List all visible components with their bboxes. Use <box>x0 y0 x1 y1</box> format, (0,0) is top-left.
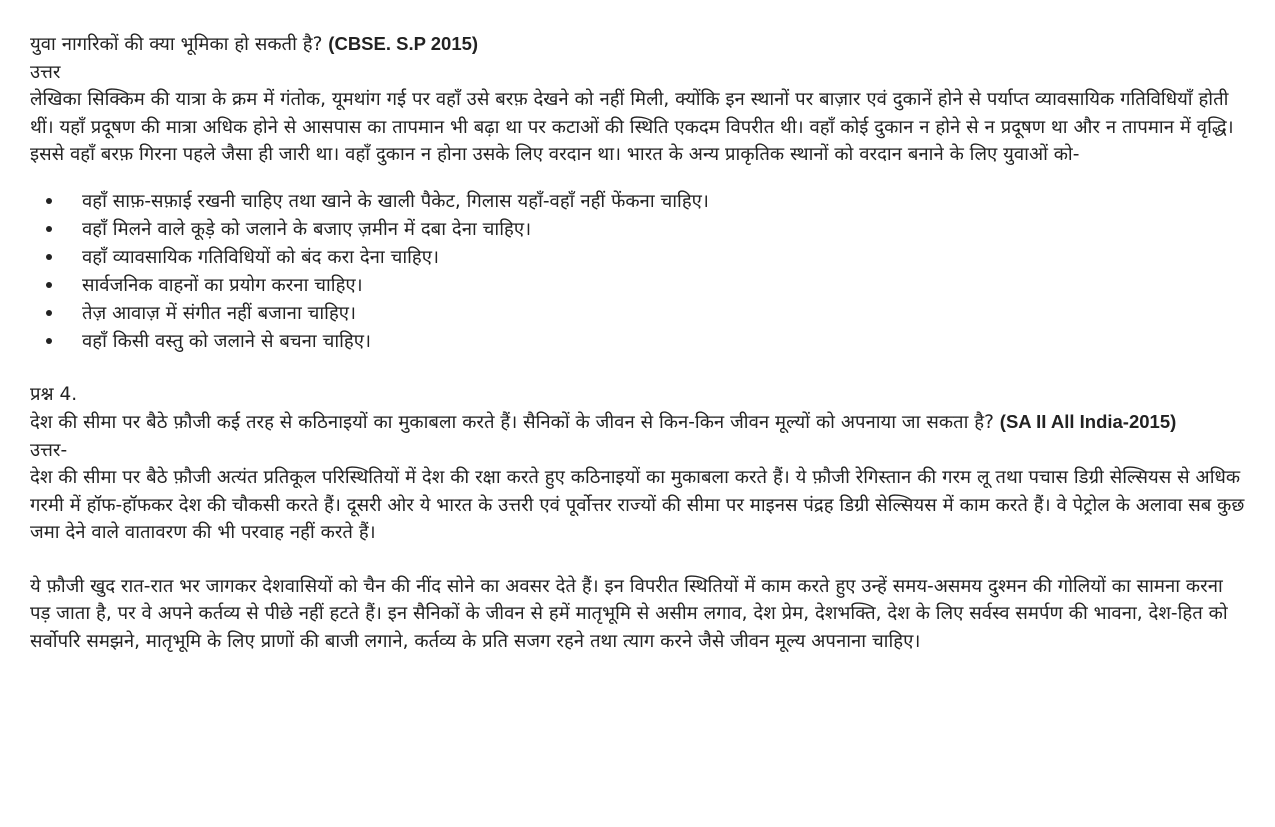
answer-3-points <box>30 187 1245 355</box>
bullet-icon <box>46 254 52 260</box>
answer-4-paragraph-1: देश की सीमा पर बैठे फ़ौजी अत्यंत प्रतिकूल परिस्थितियों में देश की रक्षा करते हुए कठिनाइयों का मुकाबला करते हैं। ये फ़ौजी रेगिस्तान की गरम लू तथा पचास डिग्री सेल्सियस से अधिक गरमी में हॉफ-हॉफकर देश की चौकसी करते हैं। दूसरी ओर ये भारत के उत्तरी एवं पूर्वोत्तर राज्यों की सीमा पर माइनस पंद्रह डिग्री सेल्सियस में काम करते हैं। वे पेट्रोल के अलावा सब कुछ जमा देने वाले वातावरण की भी परवाह नहीं करते हैं। <box>30 467 1245 543</box>
list-item-text: वहाँ व्यावसायिक गतिविधियों को बंद करा देना चाहिए। <box>82 247 439 268</box>
question-3-reference: (CBSE. S.P 2015) <box>328 33 479 54</box>
answer-3-label: उत्तर <box>30 61 61 83</box>
bullet-icon <box>46 198 52 204</box>
list-item <box>30 299 1245 327</box>
answer-4-label: उत्तर- <box>30 439 68 461</box>
bullet-icon <box>46 338 52 344</box>
list-item <box>30 271 1245 299</box>
list-item <box>30 187 1245 215</box>
list-item-text: वहाँ साफ़-सफ़ाई रखनी चाहिए तथा खाने के खाली पैकेट, गिलास यहाँ-वहाँ नहीं फेंकना चाहिए। <box>82 191 709 212</box>
list-item-text: तेज़ आवाज़ में संगीत नहीं बजाना चाहिए। <box>82 303 357 324</box>
list-item <box>30 327 1245 355</box>
question-4-reference: (SA II All India-2015) <box>999 411 1177 432</box>
question-4-text: देश की सीमा पर बैठे फ़ौजी कई तरह से कठिनाइयों का मुकाबला करते हैं। सैनिकों के जीवन से किन-किन जीवन मूल्यों को अपनाया जा सकता है? <box>30 412 994 433</box>
bullet-icon <box>46 226 52 232</box>
question-3 <box>30 30 1245 59</box>
bullet-icon <box>46 310 52 316</box>
list-item <box>30 243 1245 271</box>
question-4-label: प्रश्न 4. <box>30 383 78 405</box>
bullet-icon <box>46 282 52 288</box>
answer-4-paragraph-2: ये फ़ौजी खुद रात-रात भर जागकर देशवासियों को चैन की नींद सोने का अवसर देते हैं। इन विपरीत स्थितियों में काम करते हुए उन्हें समय-असमय दुश्मन की गोलियों का सामना करना पड़ जाता है, पर वे अपने कर्तव्य से पीछे नहीं हटते हैं। इन सैनिकों के जीवन से हमें मातृभूमि से असीम लगाव, देश प्रेम, देशभक्ति, देश के लिए सर्वस्व समर्पण की भावना, देश-हित को सर्वोपरि समझने, मातृभूमि के लिए प्राणों की बाजी लगाने, कर्तव्य के प्रति सजग रहने तथा त्याग करने जैसे जीवन मूल्य अपनाना चाहिए। <box>30 575 1228 652</box>
answer-3-text: लेखिका सिक्किम की यात्रा के क्रम में गंतोक, यूमथांग गई पर वहाँ उसे बरफ़ देखने को नहीं मिली, क्योंकि इन स्थानों पर बाज़ार एवं दुकानें होने से पर्याप्त व्यावसायिक गतिविधियाँ होती थीं। यहाँ प्रदूषण की मात्रा अधिक होने से आसपास का तापमान भी बढ़ा था पर कटाओं की स्थिति एकदम विपरीत थी। वहाँ कोई दुकान न होने से न प्रदूषण था और न तापमान में वृद्धि। इससे वहाँ बरफ़ गिरना पहले जैसा ही जारी था। वहाँ दुकान न होना उसके लिए वरदान था। भारत के अन्य प्राकृतिक स्थानों को वरदान बनाने के लिए युवाओं को- <box>30 89 1234 165</box>
list-item <box>30 215 1245 243</box>
list-item-text: सार्वजनिक वाहनों का प्रयोग करना चाहिए। <box>82 275 363 296</box>
question-4 <box>30 408 1245 437</box>
question-3-text: युवा नागरिकों की क्या भूमिका हो सकती है? <box>30 34 323 55</box>
list-item-text: वहाँ किसी वस्तु को जलाने से बचना चाहिए। <box>82 331 371 352</box>
list-item-text: वहाँ मिलने वाले कूड़े को जलाने के बजाए ज़मीन में दबा देना चाहिए। <box>82 219 532 240</box>
